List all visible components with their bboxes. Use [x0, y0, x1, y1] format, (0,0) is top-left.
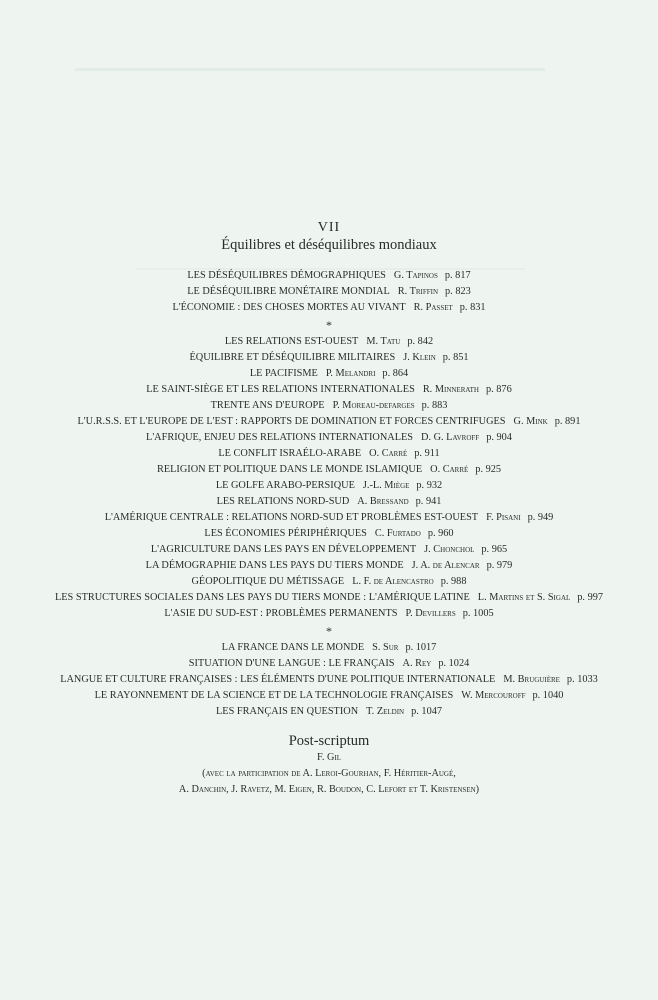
toc-entry: [0, 350, 658, 366]
table-of-contents: [0, 219, 658, 798]
entry-page: p. 817: [444, 270, 471, 281]
entry-page: p. 1005: [462, 608, 494, 619]
entry-author: S. Sur: [372, 642, 399, 653]
entry-title: LES DÉSÉQUILIBRES DÉMOGRAPHIQUES: [187, 270, 386, 281]
toc-entry: [0, 398, 658, 414]
entry-author: O. Carré: [369, 448, 408, 459]
postscript-note: A. Danchin, J. Ravetz, M. Eigen, R. Boudon, C. Lefort et T. Kristensen): [178, 784, 480, 795]
entry-title: L'AGRICULTURE DANS LES PAYS EN DÉVELOPPEMENT: [150, 544, 417, 555]
entry-title: LES STRUCTURES SOCIALES DANS LES PAYS DU TIERS MONDE : L'AMÉRIQUE LATINE: [54, 592, 470, 603]
toc-entry: [0, 462, 658, 478]
entry-author: L. F. de Alencastro: [352, 576, 434, 587]
entry-author: P. Melandri: [325, 368, 376, 379]
entry-author: M. Bruguière: [503, 674, 560, 685]
toc-entry: [0, 268, 658, 284]
toc-entry: [0, 478, 658, 494]
entry-title: LES ÉCONOMIES PÉRIPHÉRIQUES: [204, 528, 367, 539]
section-number: VII: [317, 220, 341, 235]
entry-title: L'U.R.S.S. ET L'EUROPE DE L'EST : RAPPORTS DE DOMINATION ET FORCES CENTRIFUGES: [77, 416, 506, 427]
entry-author: A. Bressand: [357, 496, 409, 507]
toc-entry: [0, 688, 658, 704]
postscript-title: Post-scriptum: [288, 733, 370, 749]
toc-entry: [0, 574, 658, 590]
toc-entry: [0, 558, 658, 574]
entry-title: ÉQUILIBRE ET DÉSÉQUILIBRE MILITAIRES: [189, 352, 396, 363]
entry-author: A. Rey: [402, 658, 432, 669]
toc-entry: [0, 510, 658, 526]
entry-page: p. 891: [554, 416, 581, 427]
toc-entry: [0, 640, 658, 656]
entry-title: TRENTE ANS D'EUROPE: [210, 400, 325, 411]
toc-entry: [0, 334, 658, 350]
entry-page: p. 876: [485, 384, 512, 395]
entry-author: L. Martins et S. Sigal: [477, 592, 571, 603]
entry-page: p. 988: [440, 576, 467, 587]
toc-entry: [0, 526, 658, 542]
entry-title: LA FRANCE DANS LE MONDE: [221, 642, 365, 653]
entry-title: LE GOLFE ARABO-PERSIQUE: [215, 480, 355, 491]
entry-page: p. 960: [427, 528, 454, 539]
entry-page: p. 1017: [405, 642, 437, 653]
entry-title: LE PACIFISME: [249, 368, 318, 379]
entry-page: p. 883: [421, 400, 448, 411]
entry-author: F. Pisani: [486, 512, 521, 523]
entry-author: R. Triffin: [397, 286, 439, 297]
entry-page: p. 1047: [411, 706, 443, 717]
toc-entry: [0, 300, 658, 316]
entry-page: p. 932: [416, 480, 443, 491]
entry-author: J. Chonchol: [424, 544, 475, 555]
entry-author: P. Devillers: [405, 608, 456, 619]
entry-title: LE SAINT-SIÈGE ET LES RELATIONS INTERNATIONALES: [146, 384, 415, 395]
entry-author: O. Carré: [430, 464, 469, 475]
entry-author: D. G. Lavroff: [421, 432, 480, 443]
entry-page: p. 823: [445, 286, 471, 297]
postscript-author: F. Gil: [316, 752, 342, 763]
entry-author: R. Passet: [413, 302, 453, 313]
entry-author: J. Klein: [403, 352, 436, 363]
entry-author: G. Tapinos: [393, 270, 438, 281]
entry-title: L'ÉCONOMIE : DES CHOSES MORTES AU VIVANT: [172, 302, 406, 313]
toc-entry: [0, 656, 658, 672]
entry-title: LA DÉMOGRAPHIE DANS LES PAYS DU TIERS MONDE: [145, 560, 404, 571]
toc-entry: [0, 414, 658, 430]
entry-title: LES RELATIONS NORD-SUD: [216, 496, 350, 507]
show-through-rule: [75, 68, 545, 71]
entry-page: p. 1040: [532, 690, 564, 701]
entry-page: p. 911: [414, 448, 440, 459]
toc-entry: [0, 542, 658, 558]
toc-entry: [0, 430, 658, 446]
entry-page: p. 1033: [566, 674, 598, 685]
entry-author: P. Moreau-defarges: [332, 400, 415, 411]
asterisk-separator: *: [326, 318, 332, 332]
entry-page: p. 851: [442, 352, 469, 363]
toc-entry: [0, 704, 658, 720]
toc-entry: [0, 494, 658, 510]
entry-page: p. 965: [481, 544, 508, 555]
entry-title: LE CONFLIT ISRAÉLO-ARABE: [218, 448, 362, 459]
entry-title: LES FRANÇAIS EN QUESTION: [215, 706, 359, 717]
entry-title: LE DÉSÉQUILIBRE MONÉTAIRE MONDIAL: [187, 286, 390, 297]
entry-page: p. 904: [486, 432, 512, 443]
entry-page: p. 1024: [438, 658, 470, 669]
entry-page: p. 941: [415, 496, 442, 507]
toc-entry: [0, 366, 658, 382]
toc-entry: [0, 446, 658, 462]
entry-title: LANGUE ET CULTURE FRANÇAISES : LES ÉLÉMENTS D'UNE POLITIQUE INTERNATIONALE: [60, 674, 496, 685]
postscript-note: (avec la participation de A. Leroi-Gourhan, F. Héritier-Augé,: [202, 768, 456, 779]
entry-title: L'AMÉRIQUE CENTRALE : RELATIONS NORD-SUD ET PROBLÈMES EST-OUEST: [104, 512, 479, 523]
entry-page: p. 925: [475, 464, 502, 475]
entry-author: G. Mink: [513, 416, 548, 427]
entry-author: T. Zeldin: [366, 706, 405, 717]
entry-page: p. 842: [407, 336, 434, 347]
entry-author: J. A. de Alencar: [411, 560, 480, 571]
asterisk-separator: *: [326, 624, 332, 638]
entry-title: RELIGION ET POLITIQUE DANS LE MONDE ISLAMIQUE: [156, 464, 423, 475]
entry-author: J.-L. Miège: [362, 480, 410, 491]
entry-title: GÉOPOLITIQUE DU MÉTISSAGE: [191, 576, 345, 587]
toc-entry: [0, 672, 658, 688]
entry-page: p. 979: [486, 560, 513, 571]
entry-author: C. Furtado: [374, 528, 421, 539]
toc-entry: [0, 590, 658, 606]
entry-author: W. Mercouroff: [461, 690, 526, 701]
entry-author: M. Tatu: [366, 336, 401, 347]
entry-page: p. 949: [527, 512, 554, 523]
entry-page: p. 831: [459, 302, 486, 313]
entry-title: LE RAYONNEMENT DE LA SCIENCE ET DE LA TECHNOLOGIE FRANÇAISES: [94, 690, 454, 701]
entry-title: L'AFRIQUE, ENJEU DES RELATIONS INTERNATIONALES: [146, 432, 414, 443]
entry-title: SITUATION D'UNE LANGUE : LE FRANÇAIS: [188, 658, 395, 669]
entry-page: p. 864: [382, 368, 409, 379]
entry-page: p. 997: [577, 592, 604, 603]
section-title: Équilibres et déséquilibres mondiaux: [221, 237, 437, 253]
entry-title: L'ASIE DU SUD-EST : PROBLÈMES PERMANENTS: [164, 608, 398, 619]
entry-title: LES RELATIONS EST-OUEST: [224, 336, 359, 347]
toc-entry: [0, 382, 658, 398]
toc-entry: [0, 284, 658, 300]
toc-entries: [0, 268, 658, 720]
toc-entry: [0, 606, 658, 622]
entry-author: R. Minnerath: [422, 384, 479, 395]
